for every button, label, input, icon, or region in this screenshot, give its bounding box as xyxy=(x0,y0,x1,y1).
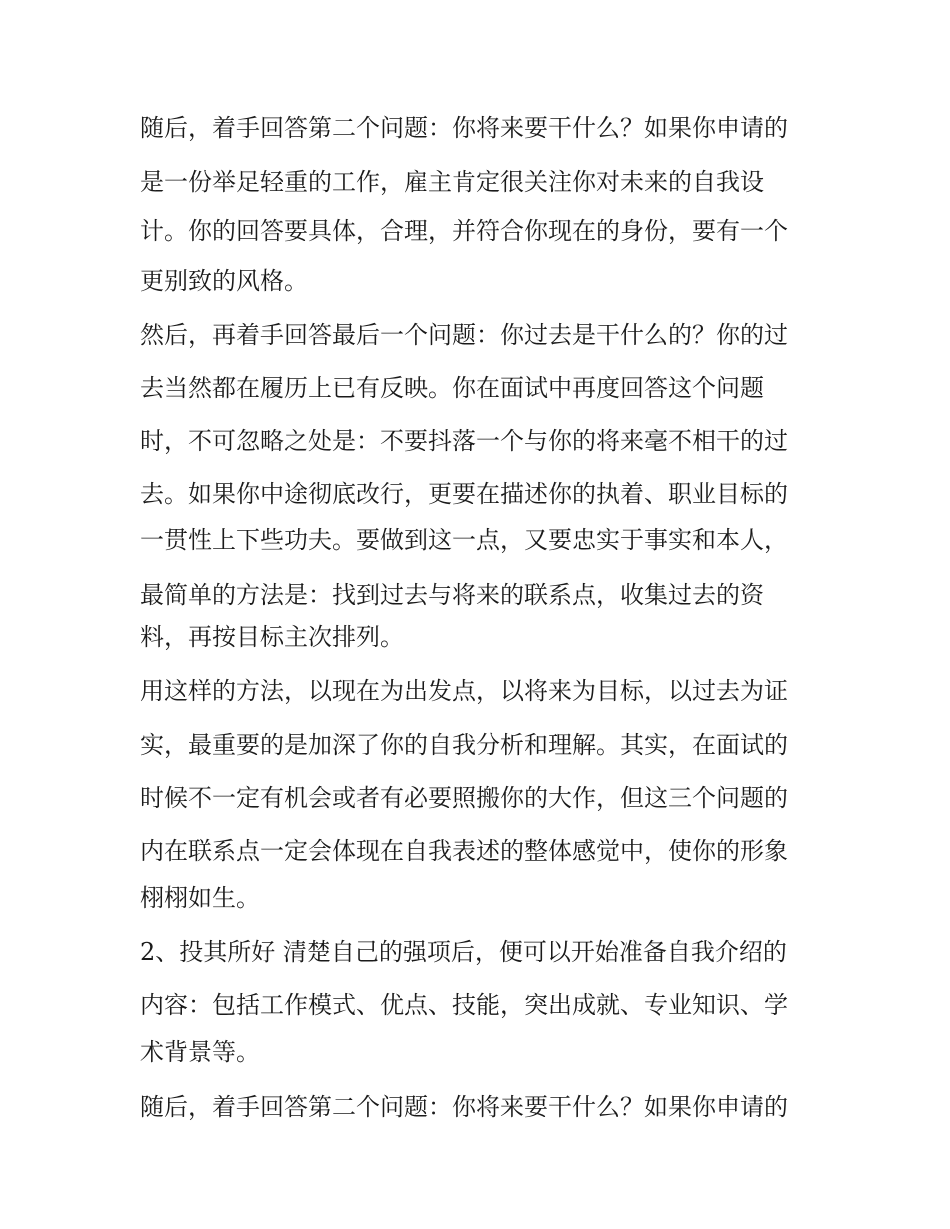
text-line: 去当然都在履历上已有反映。你在面试中再度回答这个问题 xyxy=(140,374,764,402)
text-line: 最简单的方法是：找到过去与将来的联系点，收集过去的资 xyxy=(140,581,764,609)
text-line: 料，再按目标主次排列。 xyxy=(140,623,404,651)
text-line: 是一份举足轻重的工作，雇主肯定很关注你对未来的自我设 xyxy=(140,168,764,196)
text-line: 用这样的方法，以现在为出发点，以将来为目标，以过去为证 xyxy=(140,677,788,705)
text-line: 栩栩如生。 xyxy=(140,884,260,912)
text-line: 术背景等。 xyxy=(140,1038,260,1066)
text-line: 然后，再着手回答最后一个问题：你过去是干什么的？你的过 xyxy=(140,321,788,349)
text-line: 2、投其所好 清楚自己的强项后，便可以开始准备自我介绍的 xyxy=(140,938,787,966)
text-line: 内容：包括工作模式、优点、技能，突出成就、专业知识、学 xyxy=(140,991,788,1019)
text-line: 随后，着手回答第二个问题：你将来要干什么？如果你申请的 xyxy=(140,114,788,142)
text-line: 实，最重要的是加深了你的自我分析和理解。其实，在面试的 xyxy=(140,731,788,759)
text-line: 一贯性上下些功夫。要做到这一点，又要忠实于事实和本人， xyxy=(140,526,788,554)
text-line: 随后，着手回答第二个问题：你将来要干什么？如果你申请的 xyxy=(140,1093,788,1121)
text-line: 计。你的回答要具体，合理，并符合你现在的身份，要有一个 xyxy=(140,217,788,245)
text-line: 内在联系点一定会体现在自我表述的整体感觉中，使你的形象 xyxy=(140,837,788,865)
text-line: 时候不一定有机会或者有必要照搬你的大作，但这三个问题的 xyxy=(140,784,788,812)
text-line: 去。如果你中途彻底改行，更要在描述你的执着、职业目标的 xyxy=(140,480,788,508)
text-line: 时，不可忽略之处是：不要抖落一个与你的将来毫不相干的过 xyxy=(140,427,788,455)
text-line: 更别致的风格。 xyxy=(140,267,308,295)
